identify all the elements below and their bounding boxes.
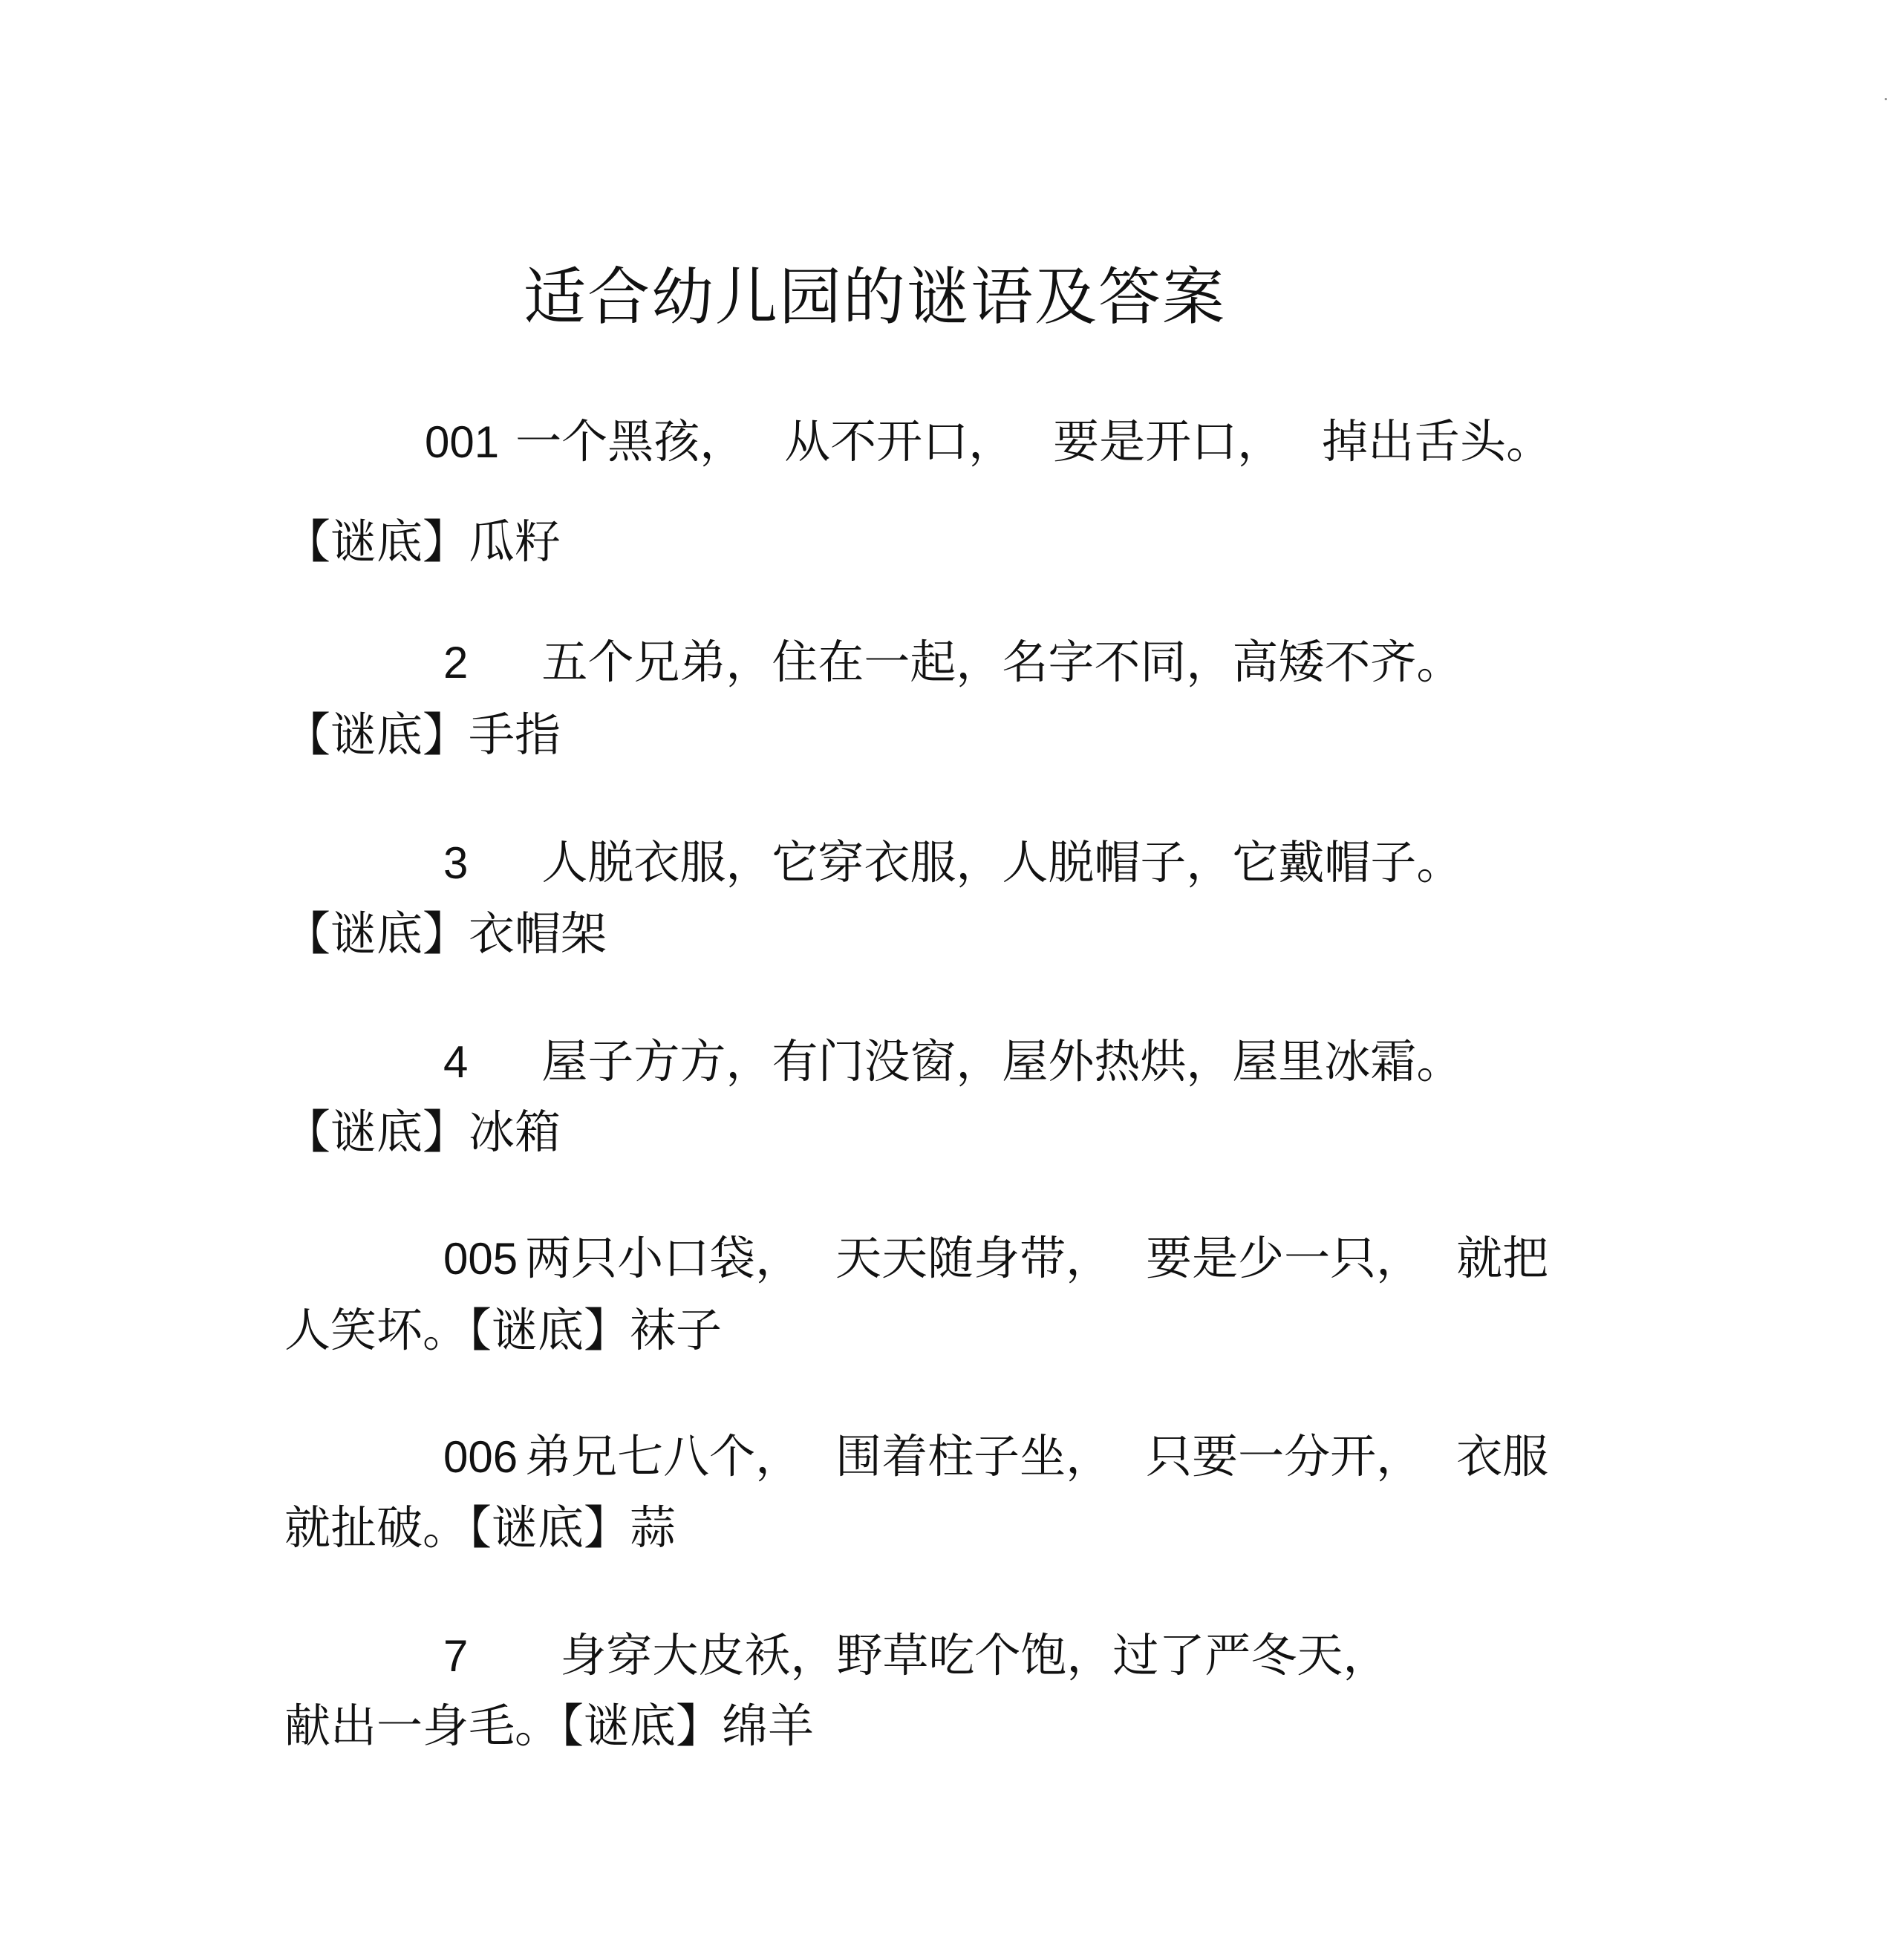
riddle-number: 006 [443, 1432, 518, 1482]
riddle-4-answer: 【谜底】冰箱 [284, 1105, 561, 1159]
riddle-number: 001 [425, 417, 500, 467]
page-dot-mark [1885, 98, 1887, 100]
riddle-clue: 从不开口， [784, 414, 1015, 468]
riddle-clue: 掉出舌头。 [1322, 414, 1553, 468]
riddle-number: 4 [443, 1037, 469, 1087]
riddle-text: 五个兄弟，住在一起，名字不同，高矮不齐。 [541, 635, 1463, 689]
riddle-005-line [443, 1229, 1548, 1289]
riddle-7-continuation: 献出一身毛。【谜底】绵羊 [284, 1699, 815, 1753]
riddle-clue: 只要一分开， [1146, 1429, 1423, 1483]
riddle-number: 005 [443, 1234, 518, 1284]
riddle-text: 身穿大皮袄，野草吃个饱，过了严冬天， [560, 1628, 1389, 1682]
riddle-text: 屋子方方，有门没窗，屋外热烘，屋里冰霜。 [541, 1034, 1463, 1088]
riddle-2-answer: 【谜底】手指 [284, 708, 561, 762]
riddle-001-line [425, 412, 1552, 472]
riddle-clue: 要是开口， [1053, 414, 1284, 468]
riddle-7-line [443, 1626, 1389, 1686]
riddle-clue: 两只小口袋， [525, 1231, 802, 1285]
riddle-clue: 要是少一只， [1146, 1231, 1423, 1285]
riddle-005-continuation: 人笑坏。【谜底】袜子 [284, 1303, 723, 1357]
riddle-006-line [443, 1427, 1548, 1487]
riddle-number: 2 [443, 638, 469, 687]
riddle-4-line [443, 1032, 1462, 1092]
riddle-clue: 弟兄七八个， [525, 1429, 802, 1483]
riddle-clue: 天天随身带， [835, 1231, 1112, 1285]
riddle-clue: 一个黑孩， [515, 414, 746, 468]
riddle-001-answer: 【谜底】瓜籽 [284, 514, 561, 569]
riddle-3-line [443, 833, 1462, 893]
riddle-2-line [443, 633, 1462, 693]
riddle-number: 3 [443, 838, 469, 888]
riddle-clue: 围着柱子坐， [835, 1429, 1112, 1483]
riddle-text: 人脱衣服，它穿衣服，人脱帽子，它戴帽子。 [541, 835, 1463, 889]
page-title: 适合幼儿园的谜语及答案 [524, 261, 1227, 333]
riddle-clue: 就把 [1456, 1231, 1549, 1285]
riddle-number: 7 [443, 1631, 469, 1681]
riddle-3-answer: 【谜底】衣帽架 [284, 906, 607, 961]
riddle-006-continuation: 就扯破。【谜底】蒜 [284, 1500, 676, 1555]
riddle-clue: 衣服 [1456, 1429, 1549, 1483]
